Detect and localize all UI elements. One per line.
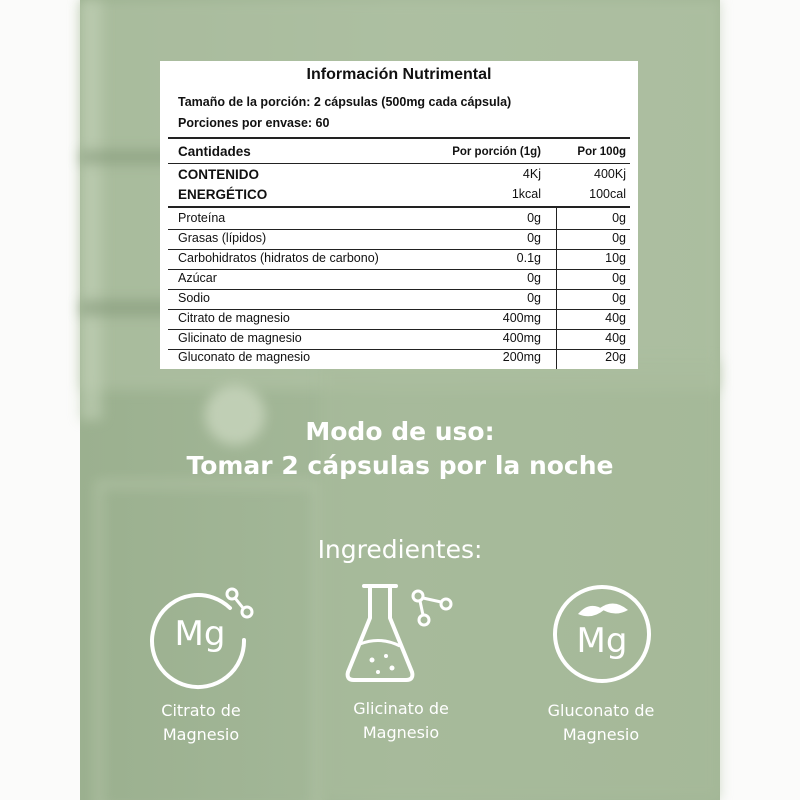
row-name: Proteína xyxy=(178,211,226,225)
table-row xyxy=(178,251,626,269)
row-per-100g: 40g xyxy=(605,331,626,345)
row-per-100g: 0g xyxy=(612,211,626,225)
row-per-100g: 0g xyxy=(612,231,626,245)
divider xyxy=(168,269,630,270)
row-per-serving: 200mg xyxy=(502,350,541,364)
row-per-serving: 0g xyxy=(527,231,541,245)
row-per-100g: 10g xyxy=(605,251,626,265)
ingredient-line: Magnesio xyxy=(162,725,240,744)
energy-kcal-100g: 100cal xyxy=(589,187,626,201)
header-per-100g: Por 100g xyxy=(577,146,626,158)
nutrition-table xyxy=(160,61,638,369)
ingredient-label xyxy=(501,699,701,747)
divider xyxy=(168,163,630,164)
usage-instruction: Tomar 2 cápsulas por la noche xyxy=(186,451,614,480)
divider xyxy=(168,329,630,330)
flask-icon xyxy=(340,580,460,690)
table-row xyxy=(178,350,626,368)
mg-molecule-icon xyxy=(148,582,258,692)
row-name: Azúcar xyxy=(178,271,217,285)
ingredient-label xyxy=(101,699,301,747)
ingredient-line: Glicinato de xyxy=(353,699,449,718)
energy-kcal-serving: 1kcal xyxy=(511,187,541,201)
ingredient-line: Citrato de xyxy=(161,701,241,720)
serving-size: Tamaño de la porción: 2 cápsulas (500mg cada cápsula) xyxy=(178,95,512,109)
divider xyxy=(168,249,630,250)
row-name: Carbohidratos (hidratos de carbono) xyxy=(178,251,379,265)
energy-label: CONTENIDO xyxy=(178,167,259,182)
table-row xyxy=(178,211,626,229)
row-per-100g: 0g xyxy=(612,271,626,285)
ingredient-line: Magnesio xyxy=(562,725,640,744)
row-per-100g: 20g xyxy=(605,350,626,364)
ingredients-heading: Ingredientes: xyxy=(317,535,483,564)
nutrition-title: Información Nutrimental xyxy=(306,66,492,83)
table-row xyxy=(178,331,626,349)
energy-row xyxy=(178,187,626,205)
table-row xyxy=(178,291,626,309)
energy-row xyxy=(178,167,626,185)
table-row xyxy=(178,231,626,249)
header-per-serving: Por porción (1g) xyxy=(452,146,541,158)
table-row xyxy=(178,271,626,289)
divider xyxy=(168,309,630,310)
row-per-serving: 0g xyxy=(527,271,541,285)
row-per-serving: 400mg xyxy=(502,311,541,325)
usage-heading: Modo de uso: xyxy=(305,417,495,446)
divider xyxy=(168,229,630,230)
divider xyxy=(168,206,630,208)
mg-symbol: Mg xyxy=(174,614,226,654)
background-post xyxy=(80,0,102,420)
ingredient-label xyxy=(301,697,501,745)
row-name: Citrato de magnesio xyxy=(178,311,290,325)
row-per-serving: 400mg xyxy=(502,331,541,345)
row-per-100g: 40g xyxy=(605,311,626,325)
ingredient-line: Magnesio xyxy=(362,723,440,742)
row-name: Grasas (lípidos) xyxy=(178,231,267,245)
row-name: Gluconato de magnesio xyxy=(178,350,311,364)
divider xyxy=(168,137,630,139)
column-divider xyxy=(556,206,557,369)
servings-per-container: Porciones por envase: 60 xyxy=(178,116,330,130)
energy-kj-100g: 400Kj xyxy=(594,167,626,181)
mg-symbol: Mg xyxy=(576,621,628,661)
ingredient-line: Gluconato de xyxy=(547,701,655,720)
row-per-serving: 0.1g xyxy=(516,251,541,265)
row-name: Sodio xyxy=(178,291,210,305)
energy-label: ENERGÉTICO xyxy=(178,187,268,202)
row-per-100g: 0g xyxy=(612,291,626,305)
row-name: Glicinato de magnesio xyxy=(178,331,302,345)
mg-leaf-icon xyxy=(548,580,658,690)
energy-kj-serving: 4Kj xyxy=(522,167,541,181)
table-row xyxy=(178,311,626,329)
row-per-serving: 0g xyxy=(527,211,541,225)
row-per-serving: 0g xyxy=(527,291,541,305)
header-quantities: Cantidades xyxy=(178,144,251,159)
divider xyxy=(168,289,630,290)
